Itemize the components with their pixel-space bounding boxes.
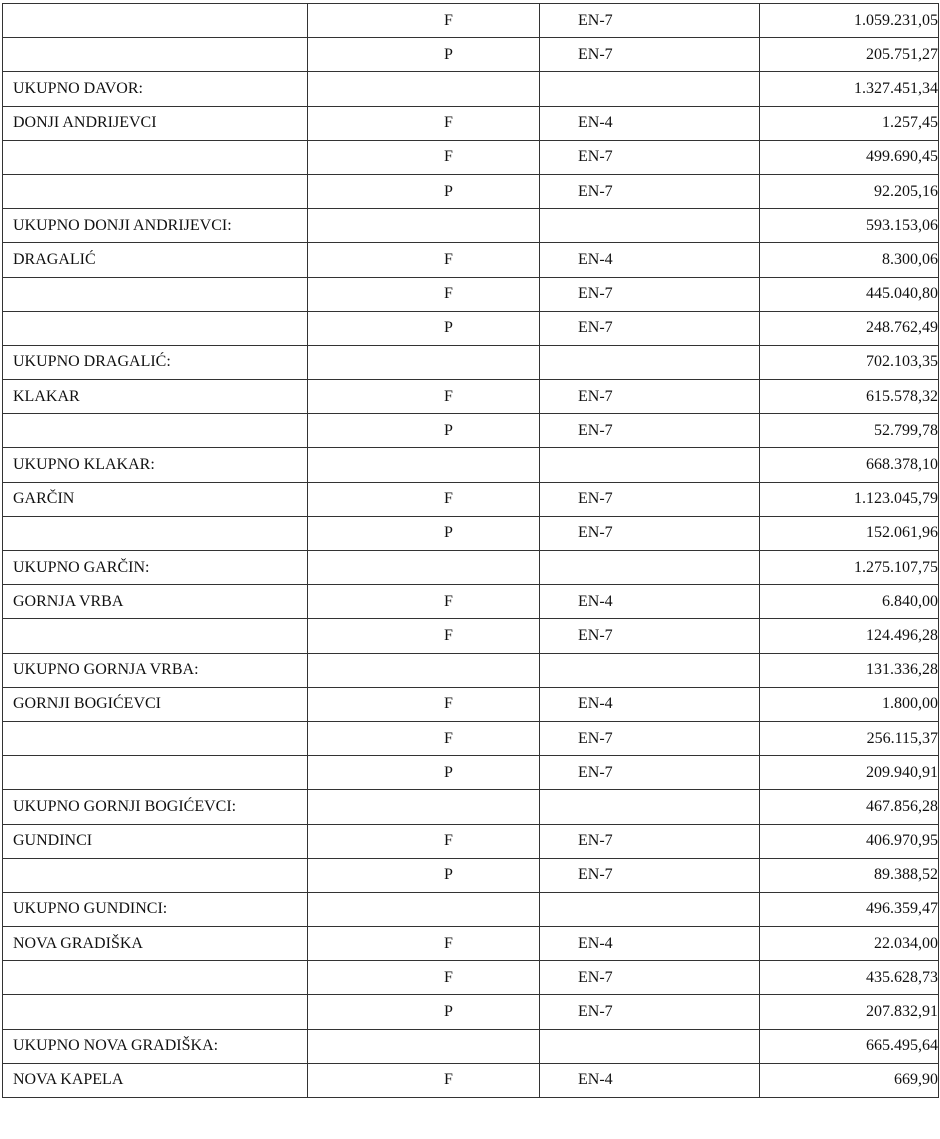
location-cell [3, 756, 308, 790]
location-cell: NOVA KAPELA [3, 1063, 308, 1097]
table-row [3, 824, 939, 858]
amount-cell: 435.628,73 [760, 961, 939, 995]
total-row [3, 892, 939, 926]
code-cell: EN-7 [540, 824, 760, 858]
code-cell: EN-7 [540, 995, 760, 1029]
code-cell [540, 448, 760, 482]
location-cell: UKUPNO NOVA GRADIŠKA: [3, 1029, 308, 1063]
location-cell: UKUPNO GARČIN: [3, 551, 308, 585]
type-cell [308, 345, 540, 379]
amount-cell: 124.496,28 [760, 619, 939, 653]
location-cell: UKUPNO GUNDINCI: [3, 892, 308, 926]
amount-cell: 207.832,91 [760, 995, 939, 1029]
code-cell [540, 209, 760, 243]
table-row [3, 38, 939, 72]
location-cell: GARČIN [3, 482, 308, 516]
location-cell: UKUPNO DAVOR: [3, 72, 308, 106]
type-cell: F [308, 243, 540, 277]
amount-cell: 669,90 [760, 1063, 939, 1097]
table-row [3, 277, 939, 311]
type-cell: F [308, 619, 540, 653]
amount-cell: 209.940,91 [760, 756, 939, 790]
code-cell: EN-7 [540, 140, 760, 174]
type-cell: P [308, 995, 540, 1029]
code-cell: EN-4 [540, 1063, 760, 1097]
amount-cell: 445.040,80 [760, 277, 939, 311]
table-row [3, 414, 939, 448]
code-cell [540, 72, 760, 106]
amount-cell: 1.327.451,34 [760, 72, 939, 106]
amount-cell: 702.103,35 [760, 345, 939, 379]
location-cell [3, 4, 308, 38]
type-cell [308, 551, 540, 585]
location-cell [3, 858, 308, 892]
type-cell [308, 448, 540, 482]
location-cell [3, 414, 308, 448]
table-row [3, 4, 939, 38]
code-cell [540, 1029, 760, 1063]
code-cell: EN-4 [540, 106, 760, 140]
location-cell [3, 277, 308, 311]
type-cell: P [308, 756, 540, 790]
amount-cell: 1.257,45 [760, 106, 939, 140]
code-cell: EN-7 [540, 380, 760, 414]
location-cell: KLAKAR [3, 380, 308, 414]
code-cell [540, 551, 760, 585]
code-cell: EN-7 [540, 174, 760, 208]
code-cell [540, 345, 760, 379]
table-row [3, 1063, 939, 1097]
type-cell [308, 209, 540, 243]
amount-cell: 1.275.107,75 [760, 551, 939, 585]
type-cell: F [308, 927, 540, 961]
total-row [3, 1029, 939, 1063]
table-row [3, 961, 939, 995]
table-row [3, 243, 939, 277]
type-cell: F [308, 961, 540, 995]
type-cell: F [308, 482, 540, 516]
amount-cell: 52.799,78 [760, 414, 939, 448]
location-cell: UKUPNO DRAGALIĆ: [3, 345, 308, 379]
amount-cell: 6.840,00 [760, 585, 939, 619]
code-cell: EN-7 [540, 961, 760, 995]
amount-cell: 89.388,52 [760, 858, 939, 892]
amount-cell: 8.300,06 [760, 243, 939, 277]
table-row [3, 721, 939, 755]
type-cell [308, 653, 540, 687]
amount-cell: 665.495,64 [760, 1029, 939, 1063]
table-row [3, 619, 939, 653]
table-row [3, 995, 939, 1029]
payments-table [2, 3, 939, 1098]
type-cell: F [308, 1063, 540, 1097]
total-row [3, 653, 939, 687]
code-cell: EN-4 [540, 687, 760, 721]
type-cell [308, 1029, 540, 1063]
amount-cell: 1.123.045,79 [760, 482, 939, 516]
code-cell: EN-7 [540, 414, 760, 448]
code-cell [540, 790, 760, 824]
table-row [3, 140, 939, 174]
location-cell: DONJI ANDRIJEVCI [3, 106, 308, 140]
code-cell: EN-7 [540, 311, 760, 345]
location-cell [3, 311, 308, 345]
location-cell [3, 995, 308, 1029]
table-row [3, 585, 939, 619]
type-cell: F [308, 140, 540, 174]
table-row [3, 756, 939, 790]
amount-cell: 1.059.231,05 [760, 4, 939, 38]
table-row [3, 311, 939, 345]
location-cell: DRAGALIĆ [3, 243, 308, 277]
amount-cell: 152.061,96 [760, 516, 939, 550]
code-cell: EN-7 [540, 516, 760, 550]
code-cell: EN-7 [540, 756, 760, 790]
location-cell [3, 516, 308, 550]
code-cell: EN-7 [540, 277, 760, 311]
table-row [3, 106, 939, 140]
table-row [3, 516, 939, 550]
location-cell: GORNJI BOGIĆEVCI [3, 687, 308, 721]
amount-cell: 593.153,06 [760, 209, 939, 243]
code-cell [540, 892, 760, 926]
table-row [3, 687, 939, 721]
type-cell: F [308, 721, 540, 755]
location-cell [3, 38, 308, 72]
code-cell: EN-7 [540, 4, 760, 38]
type-cell: P [308, 858, 540, 892]
amount-cell: 22.034,00 [760, 927, 939, 961]
total-row [3, 209, 939, 243]
type-cell: F [308, 277, 540, 311]
type-cell: F [308, 380, 540, 414]
code-cell: EN-7 [540, 482, 760, 516]
type-cell: F [308, 106, 540, 140]
table-body [3, 4, 939, 1098]
type-cell: F [308, 4, 540, 38]
amount-cell: 499.690,45 [760, 140, 939, 174]
type-cell: P [308, 38, 540, 72]
type-cell [308, 72, 540, 106]
amount-cell: 467.856,28 [760, 790, 939, 824]
type-cell [308, 892, 540, 926]
amount-cell: 131.336,28 [760, 653, 939, 687]
type-cell: F [308, 585, 540, 619]
type-cell [308, 790, 540, 824]
type-cell: P [308, 516, 540, 550]
code-cell: EN-7 [540, 38, 760, 72]
code-cell: EN-7 [540, 619, 760, 653]
amount-cell: 256.115,37 [760, 721, 939, 755]
total-row [3, 790, 939, 824]
total-row [3, 345, 939, 379]
location-cell: UKUPNO GORNJI BOGIĆEVCI: [3, 790, 308, 824]
location-cell [3, 619, 308, 653]
code-cell: EN-7 [540, 858, 760, 892]
amount-cell: 406.970,95 [760, 824, 939, 858]
location-cell: NOVA GRADIŠKA [3, 927, 308, 961]
table-row [3, 380, 939, 414]
amount-cell: 668.378,10 [760, 448, 939, 482]
type-cell: P [308, 174, 540, 208]
document-page [2, 3, 938, 1098]
location-cell: UKUPNO GORNJA VRBA: [3, 653, 308, 687]
amount-cell: 615.578,32 [760, 380, 939, 414]
code-cell: EN-4 [540, 585, 760, 619]
amount-cell: 205.751,27 [760, 38, 939, 72]
location-cell: GUNDINCI [3, 824, 308, 858]
total-row [3, 551, 939, 585]
table-row [3, 482, 939, 516]
type-cell: F [308, 824, 540, 858]
code-cell: EN-7 [540, 721, 760, 755]
table-row [3, 174, 939, 208]
location-cell [3, 721, 308, 755]
amount-cell: 92.205,16 [760, 174, 939, 208]
code-cell: EN-4 [540, 927, 760, 961]
location-cell: UKUPNO DONJI ANDRIJEVCI: [3, 209, 308, 243]
table-row [3, 927, 939, 961]
location-cell [3, 174, 308, 208]
total-row [3, 72, 939, 106]
table-row [3, 858, 939, 892]
type-cell: P [308, 311, 540, 345]
type-cell: P [308, 414, 540, 448]
location-cell [3, 961, 308, 995]
code-cell [540, 653, 760, 687]
amount-cell: 248.762,49 [760, 311, 939, 345]
location-cell: GORNJA VRBA [3, 585, 308, 619]
amount-cell: 1.800,00 [760, 687, 939, 721]
amount-cell: 496.359,47 [760, 892, 939, 926]
location-cell [3, 140, 308, 174]
type-cell: F [308, 687, 540, 721]
location-cell: UKUPNO KLAKAR: [3, 448, 308, 482]
code-cell: EN-4 [540, 243, 760, 277]
total-row [3, 448, 939, 482]
